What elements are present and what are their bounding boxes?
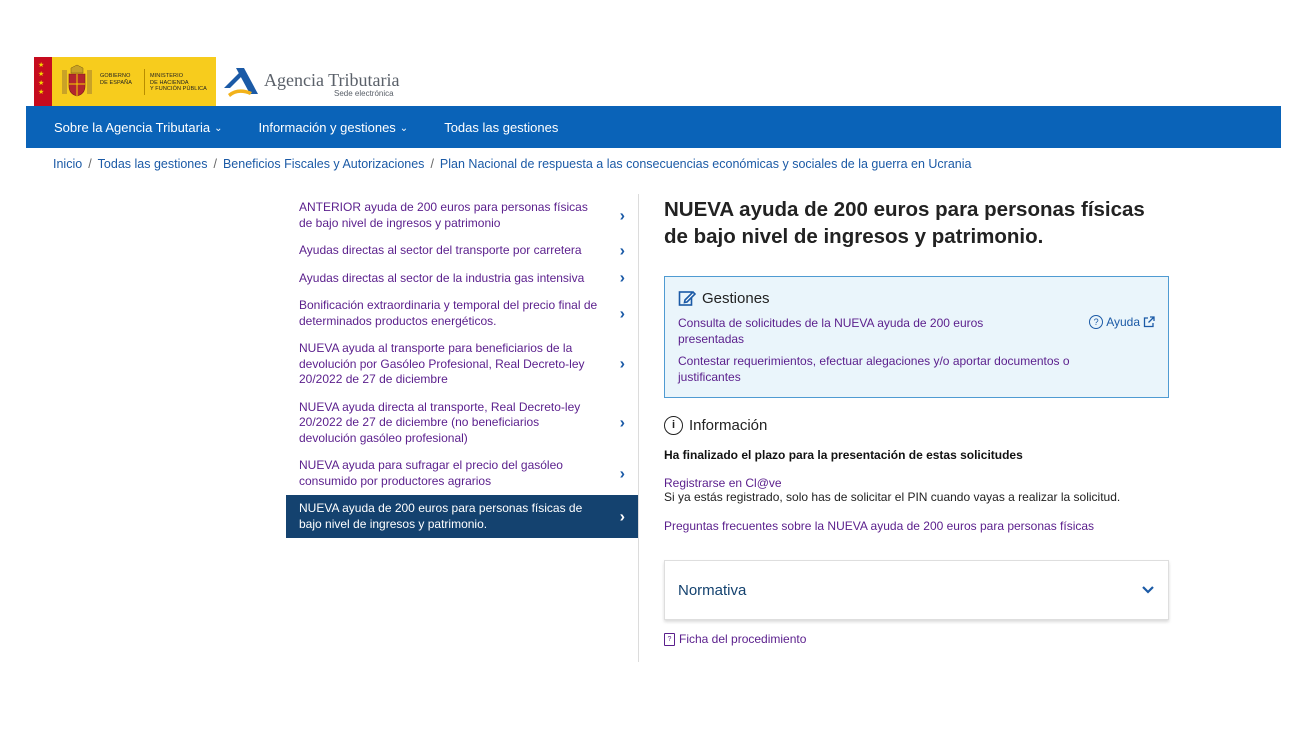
nav-label: Información y gestiones <box>258 119 396 135</box>
coat-of-arms-icon <box>59 64 95 100</box>
page-title: NUEVA ayuda de 200 euros para personas físicas de bajo nivel de ingresos y patrimonio. <box>664 198 1145 248</box>
agency-name: Agencia Tributaria <box>264 70 400 90</box>
normativa-accordion[interactable] <box>664 560 1169 620</box>
ayuda-link[interactable] <box>1089 315 1155 329</box>
chevron-down-icon: ⌄ <box>399 122 409 134</box>
contestar-requerimientos-link[interactable]: Contestar requerimientos, efectuar alegaciones y/o aportar documentos o justificantes <box>678 354 1070 384</box>
chevron-right-icon: › <box>619 206 625 224</box>
sidebar-item-label: NUEVA ayuda para sufragar el precio del gasóleo consumido por productores agrarios <box>299 458 563 488</box>
breadcrumb-inicio[interactable]: Inicio <box>53 157 83 171</box>
sidebar-item-transporte-carretera[interactable] <box>286 237 639 265</box>
chevron-right-icon: › <box>619 304 625 322</box>
info-icon: i <box>664 416 683 435</box>
sidebar-menu <box>286 194 639 538</box>
sidebar-item-label: NUEVA ayuda directa al transporte, Real Decreto-ley 20/2022 de 27 de diciembre (no beneficiarios devolución gasóleo profesional) <box>299 399 581 445</box>
spain-flag-icon: ★ ★ ★ ★ <box>34 57 52 106</box>
gestiones-heading <box>678 289 1155 307</box>
external-link-icon <box>1143 316 1155 328</box>
preguntas-frecuentes-link[interactable]: Preguntas frecuentes sobre la NUEVA ayuda de 200 euros para personas físicas <box>664 519 1095 533</box>
gestiones-box <box>664 276 1169 398</box>
breadcrumb-separator: / <box>213 157 217 171</box>
breadcrumb <box>53 157 971 171</box>
chevron-right-icon: › <box>619 242 625 259</box>
informacion-title: Información <box>689 417 768 434</box>
sidebar-item-transporte-gasoleo[interactable] <box>286 335 639 394</box>
sidebar-item-label: Ayudas directas al sector del transporte por carretera <box>299 243 582 257</box>
agency-subtitle: Sede electrónica <box>334 89 394 98</box>
gov-text-ministry: MINISTERIO DE HACIENDA Y FUNCIÓN PÚBLICA <box>150 73 207 92</box>
sidebar-item-label: Ayudas directas al sector de la industria gas intensiva <box>299 270 585 285</box>
sidebar-item-transporte-directa[interactable] <box>286 394 639 453</box>
normativa-label: Normativa <box>678 581 747 599</box>
gov-text-spain: GOBIERNO DE ESPAÑA <box>100 73 132 86</box>
sidebar-item-anterior-ayuda[interactable] <box>286 194 639 237</box>
gov-divider <box>144 69 145 95</box>
chevron-right-icon: › <box>619 269 625 287</box>
ficha-label: Ficha del procedimiento <box>679 632 807 646</box>
chevron-right-icon: › <box>619 507 625 525</box>
breadcrumb-plan-nacional[interactable]: Plan Nacional de respuesta a las consecuencias económicas y sociales de la guerra en Ucrania <box>439 157 972 171</box>
ficha-procedimiento-link[interactable] <box>664 632 1169 646</box>
sidebar-item-gas-intensiva[interactable] <box>286 265 639 293</box>
chevron-right-icon: › <box>619 414 625 431</box>
nav-todas-gestiones[interactable] <box>444 120 558 135</box>
breadcrumb-separator: / <box>430 157 434 171</box>
nav-sobre-agencia[interactable] <box>54 120 223 135</box>
plazo-finalizado-notice: Ha finalizado el plazo para la presentación de estas solicitudes <box>664 448 1023 462</box>
sidebar-item-bonificacion[interactable] <box>286 292 639 335</box>
nav-label: Sobre la Agencia Tributaria <box>54 119 211 135</box>
document-icon: ? <box>664 633 675 646</box>
sidebar-item-label: ANTERIOR ayuda de 200 euros para personas físicas de bajo nivel de ingresos y patrimonio <box>299 200 588 230</box>
nav-label: Todas las gestiones <box>444 119 559 135</box>
ayuda-label: Ayuda <box>1106 315 1140 329</box>
main-navbar <box>26 106 1281 148</box>
main-content <box>664 196 1169 646</box>
agencia-tributaria-logo-icon[interactable] <box>222 62 262 102</box>
sidebar-item-label: Bonificación extraordinaria y temporal del precio final de determinados productos energéticos. <box>299 298 598 328</box>
registrarse-clave-link[interactable]: Registrarse en Cl@ve <box>664 476 782 490</box>
sidebar-item-label: NUEVA ayuda de 200 euros para personas físicas de bajo nivel de ingresos y patrimonio. <box>299 501 583 531</box>
question-icon: ? <box>1089 315 1103 329</box>
gestiones-title: Gestiones <box>702 289 770 307</box>
chevron-right-icon: › <box>619 355 625 373</box>
informacion-heading <box>664 416 1169 435</box>
registro-info-text: Si ya estás registrado, solo has de solicitar el PIN cuando vayas a realizar la solicitud. <box>664 490 1121 504</box>
chevron-down-icon: ⌄ <box>214 122 223 134</box>
government-logo[interactable] <box>34 57 216 106</box>
sidebar-item-productores-agrarios[interactable] <box>286 452 639 495</box>
consulta-solicitudes-link[interactable]: Consulta de solicitudes de la NUEVA ayuda de 200 euros presentadas <box>678 316 984 346</box>
breadcrumb-separator: / <box>88 157 92 171</box>
breadcrumb-beneficios-fiscales[interactable]: Beneficios Fiscales y Autorizaciones <box>222 157 425 171</box>
sidebar-item-nueva-ayuda-200[interactable] <box>286 495 639 538</box>
breadcrumb-todas-gestiones[interactable]: Todas las gestiones <box>97 157 208 171</box>
edit-icon <box>678 289 696 307</box>
nav-informacion-gestiones[interactable] <box>259 120 409 135</box>
column-divider <box>638 194 639 662</box>
sidebar-item-label: NUEVA ayuda al transporte para beneficiarios de la devolución por Gasóleo Profesional, Real Decreto-ley 20/2022 de 27 de diciembre <box>299 341 585 386</box>
chevron-down-icon <box>1141 585 1155 595</box>
chevron-right-icon: › <box>619 464 625 482</box>
